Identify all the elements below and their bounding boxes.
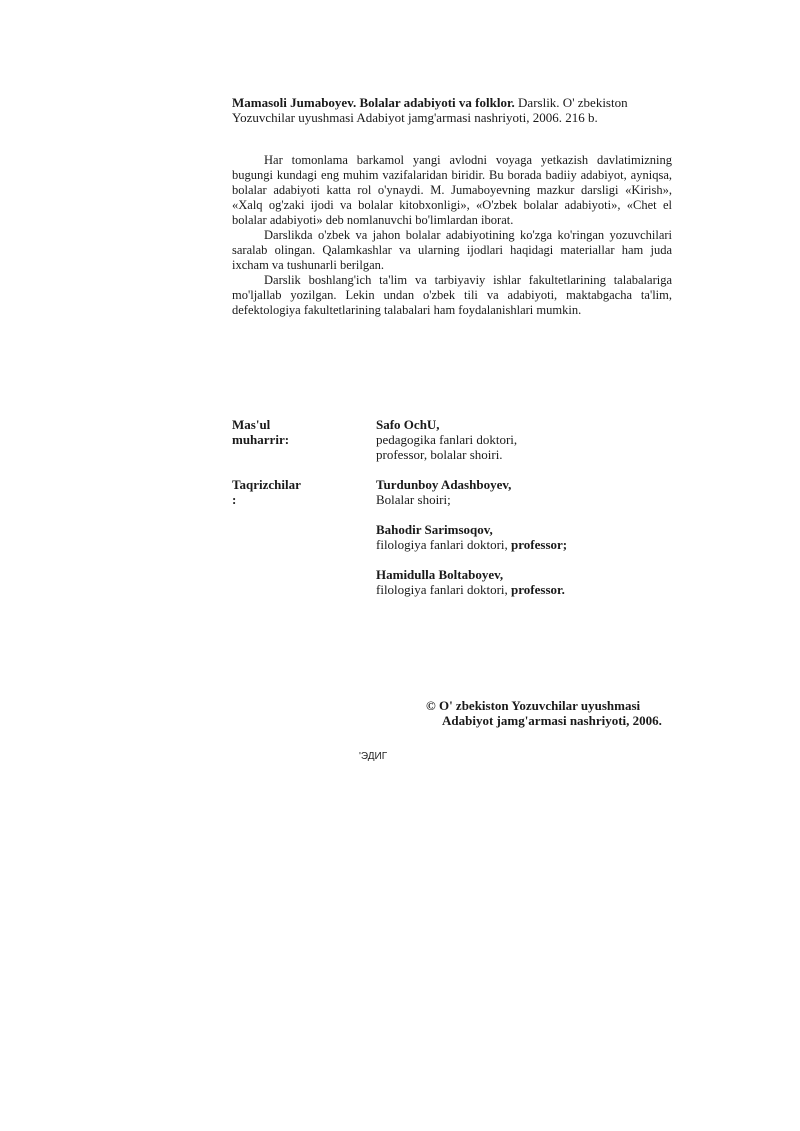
annotation [232,153,672,318]
editor-info [376,417,676,462]
copyright-line-1: © O' zbekiston Yozuvchilar uyushmasi [426,698,641,713]
reviewer-name: Hamidulla Boltaboyev, [376,567,504,582]
copyright-notice [426,698,726,728]
reviewer-desc: Bolalar shoiri; [376,492,451,507]
reviewer-entry [376,522,676,552]
annotation-paragraph: Darslikda o'zbek va jahon bolalar adabiyotining ko'zga ko'ringan yozuvchilari saralab olingan. Qalamkashlar va ularning ijodlari haqidagi materiallar ham juda ixcham va tushunarli berilgan. [232,228,672,272]
editor-label: Mas'ul muharrir: [232,417,290,447]
book-author-title: Mamasoli Jumaboyev. Bolalar adabiyoti va folklor. [232,95,515,110]
reviewer-entry [376,477,676,507]
annotation-paragraph: Har tomonlama barkamol yangi avlodni voyaga yetkazish davlatimizning bugungi kundagi eng muhim vazifalaridan biridir. Bu borada badiiy adabiyot, ayniqsa, bolalar adabiyoti katta rol o'ynaydi. M. Jumaboyevning mazkur darsligi «Kirish», «Xalq og'zaki ijodi va bolalar kitobxonligi», «O'zbek bolalar adabiyoti», «Chet el bolalar adabiyoti» deb nomlanuvchi bo'limlardan iborat. [232,153,672,227]
reviewers-label: Taqrizchilar : [232,477,301,507]
book-publication-info: Darslik. O' zbekiston Yozuvchilar uyushmasi Adabiyot jamg'armasi nashriyoti, 2006. 216 b. [232,95,628,125]
bibliographic-reference [232,95,672,125]
reviewer-title: professor. [511,582,565,597]
editor-degree: pedagogika fanlari doktori, [376,432,518,447]
reviewer-name: Bahodir Sarimsoqov, [376,522,493,537]
editor-name: Safo OchU, [376,417,440,432]
reviewer-desc: filologiya fanlari doktori, professor; [376,537,568,552]
reviewer-title: professor; [511,537,568,552]
annotation-paragraph: Darslik boshlang'ich ta'lim va tarbiyaviy ishlar fakultetlarining talabalariga mo'ljallab yozilgan. Lekin undan o'zbek tili va adabiyoti, maktabgacha ta'lim, defektologiya fakultetlarining talabalari ham foydalanishlari mumkin. [232,273,672,317]
editor-position: professor, bolalar shoiri. [376,447,503,462]
copyright-line-2: Adabiyot jamg'armasi nashriyoti, 2006. [442,713,662,728]
reviewer-desc: filologiya fanlari doktori, professor. [376,582,565,597]
reviewer-entry [376,567,676,597]
reviewer-name: Turdunboy Adashboyev, [376,477,512,492]
stamp-text: 'ЭДИГ [359,751,388,762]
